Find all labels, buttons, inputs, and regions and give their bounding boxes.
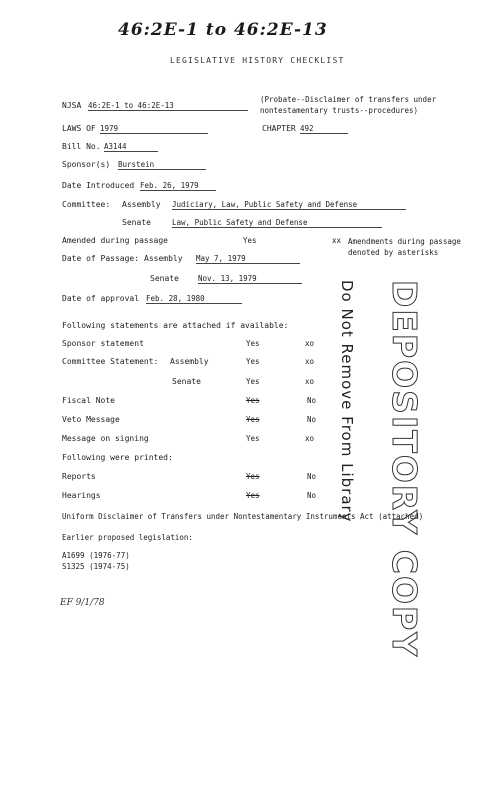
veto-message-label: Veto Message	[62, 415, 120, 424]
sponsor-statement-no: xo	[305, 339, 315, 348]
printed-heading: Following were printed:	[62, 453, 173, 462]
sponsor-value: Burstein	[118, 160, 206, 170]
njsa-description: (Probate--Disclaimer of transfers under nontestamentary trusts--procedures)	[260, 95, 437, 115]
message-on-signing-label: Message on signing	[62, 434, 149, 443]
amended-label: Amended during passage	[62, 236, 168, 245]
do-not-remove-stamp: Do Not Remove From Library	[338, 280, 356, 523]
passage-label: Date of Passage:	[62, 254, 140, 263]
depository-copy-stamp: DEPOSITORY COPY	[385, 280, 424, 659]
veto-message-yes: Yes	[246, 415, 260, 424]
date-introduced-value: Feb. 26, 1979	[140, 181, 216, 191]
committee-statement-label: Committee Statement:	[62, 357, 159, 366]
bill-no-value: A3144	[104, 142, 158, 152]
sponsor-label: Sponsor(s)	[62, 160, 111, 169]
committee-statement-senate-no: xo	[305, 377, 315, 386]
fiscal-note-no: No	[307, 396, 317, 405]
chapter-label: CHAPTER	[262, 124, 296, 133]
passage-senate-value: Nov. 13, 1979	[198, 274, 302, 284]
bill-no-label: Bill No.	[62, 142, 101, 151]
reports-no: No	[307, 472, 317, 481]
amended-no: xx	[332, 236, 342, 245]
amended-note: Amendments during passage denoted by asterisks	[348, 237, 461, 257]
committee-statement-senate-yes: Yes	[246, 377, 260, 386]
committee-senate-label: Senate	[122, 218, 151, 227]
njsa-value: 46:2E-1 to 46:2E-13	[88, 101, 248, 111]
committee-statement-assembly-no: xo	[305, 357, 315, 366]
committee-assembly-value: Judiciary, Law, Public Safety and Defense	[172, 200, 406, 210]
reports-yes: Yes	[246, 472, 260, 481]
approval-value: Feb. 28, 1980	[146, 294, 242, 304]
sponsor-statement-yes: Yes	[246, 339, 260, 348]
laws-of-label: LAWS OF	[62, 124, 96, 133]
committee-statement-assembly-yes: Yes	[246, 357, 260, 366]
message-on-signing-yes: Yes	[246, 434, 260, 443]
veto-message-no: No	[307, 415, 317, 424]
laws-of-value: 1979	[100, 124, 208, 134]
uniform-act-text: Uniform Disclaimer of Transfers under Nontestamentary Instruments Act (attached)	[62, 512, 424, 521]
date-introduced-label: Date Introduced	[62, 181, 135, 190]
message-on-signing-no: xo	[305, 434, 315, 443]
passage-senate-label: Senate	[150, 274, 179, 283]
page-title: LEGISLATIVE HISTORY CHECKLIST	[170, 56, 345, 65]
committee-senate-value: Law, Public Safety and Defense	[172, 218, 382, 228]
earlier-legislation-item: A1699 (1976-77)	[62, 551, 130, 560]
fiscal-note-yes: Yes	[246, 396, 260, 405]
approval-label: Date of approval	[62, 294, 140, 303]
passage-assembly-label: Assembly	[144, 254, 183, 263]
hearings-yes: Yes	[246, 491, 260, 500]
handwritten-statute-range: 46:2E-1 to 46:2E-13	[118, 20, 328, 40]
earlier-legislation-heading: Earlier proposed legislation:	[62, 533, 193, 542]
njsa-label: NJSA	[62, 101, 82, 110]
amended-yes: Yes	[243, 236, 257, 245]
passage-assembly-value: May 7, 1979	[196, 254, 300, 264]
hearings-label: Hearings	[62, 491, 101, 500]
committee-statement-senate-label: Senate	[172, 377, 201, 386]
committee-label: Committee:	[62, 200, 111, 209]
committee-statement-assembly-label: Assembly	[170, 357, 209, 366]
hearings-no: No	[307, 491, 317, 500]
committee-assembly-label: Assembly	[122, 200, 161, 209]
earlier-legislation-item: S1325 (1974-75)	[62, 562, 130, 571]
fiscal-note-label: Fiscal Note	[62, 396, 115, 405]
statements-heading: Following statements are attached if available:	[62, 321, 289, 330]
sponsor-statement-label: Sponsor statement	[62, 339, 144, 348]
initials-date: EF 9/1/78	[60, 598, 105, 608]
reports-label: Reports	[62, 472, 96, 481]
chapter-value: 492	[300, 124, 348, 134]
